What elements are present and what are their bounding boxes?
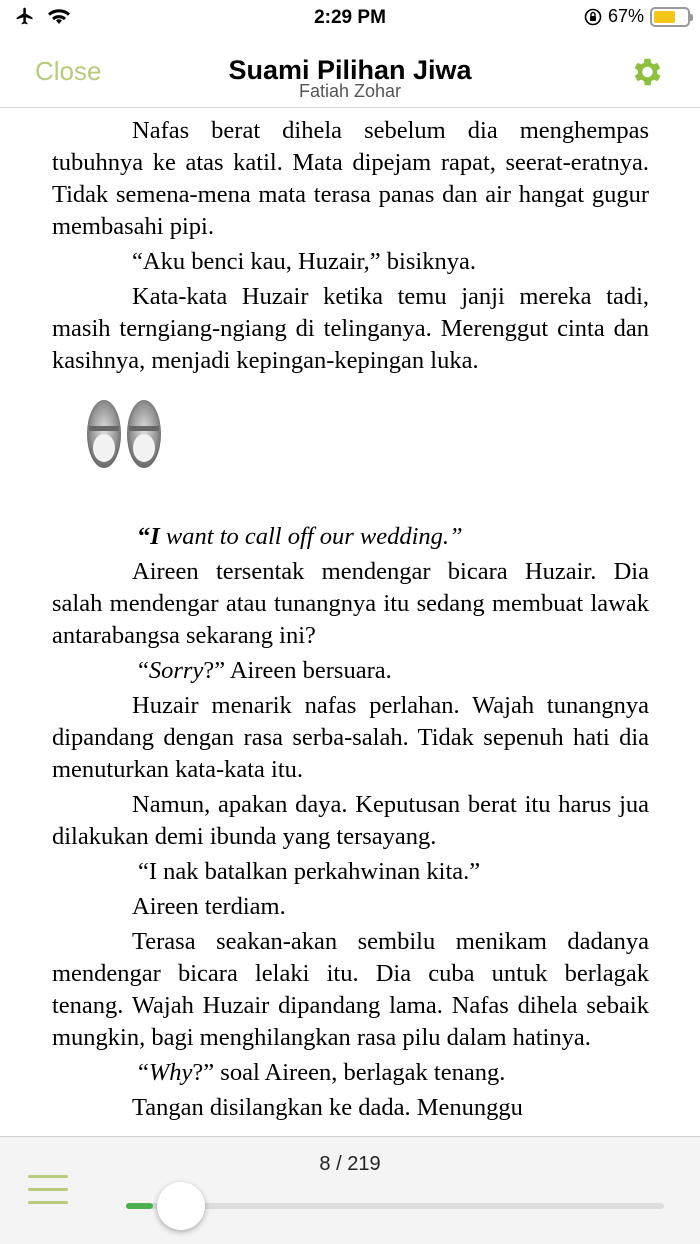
paragraph: “Sorry?” Aireen bersuara. xyxy=(138,657,392,684)
paragraph: Huzair menarik nafas perlahan. Wajah tunangnya dipandang dengan rasa serba-salah. Tidak sepenuh hati dia menuturkan kata-kata itu. xyxy=(52,692,649,783)
page-indicator: 8 / 219 xyxy=(319,1153,381,1175)
paragraph: Tangan disilangkan ke dada. Menunggu xyxy=(132,1094,523,1121)
slider-thumb[interactable] xyxy=(157,1182,205,1230)
battery-percent: 67% xyxy=(607,6,644,26)
book-title: Suami Pilihan Jiwa xyxy=(228,55,472,85)
baby-shoes-illustration xyxy=(82,390,172,482)
paragraph: “I want to call off our wedding.” xyxy=(138,523,463,550)
paragraph: Kata-kata Huzair ketika temu janji mereka tadi, masih terngiang-ngiang di telinganya. Merenggut cinta dan kasihnya, menjadi kepingan-kepingan luka. xyxy=(52,283,649,374)
reader-content[interactable] xyxy=(52,115,649,1135)
page-slider[interactable] xyxy=(126,1203,664,1209)
bottom-toolbar xyxy=(0,1136,700,1244)
paragraph: “Why?” soal Aireen, berlagak tenang. xyxy=(138,1059,506,1086)
paragraph: Aireen terdiam. xyxy=(132,893,286,920)
paragraph: Aireen tersentak mendengar bicara Huzair. Dia salah mendengar atau tunangnya itu sedang membuat lawak antarabangsa sekarang ini? xyxy=(52,558,649,649)
menu-icon[interactable] xyxy=(28,1175,68,1207)
gear-icon[interactable] xyxy=(628,54,664,90)
paragraph: Nafas berat dihela sebelum dia menghempas tubuhnya ke atas katil. Mata dipejam rapat, seerat-eratnya. Tidak semena-mena mata terasa panas dan air hangat gugur membasahi pipi. xyxy=(52,117,649,240)
status-bar xyxy=(0,0,700,36)
slider-progress xyxy=(126,1203,153,1209)
book-author: Fatiah Zohar xyxy=(298,81,402,101)
status-right xyxy=(584,6,690,27)
battery-icon xyxy=(650,7,690,27)
close-button[interactable]: Close xyxy=(35,56,102,86)
paragraph: “I nak batalkan perkahwinan kita.” xyxy=(138,858,481,885)
paragraph: “Aku benci kau, Huzair,” bisiknya. xyxy=(132,248,476,275)
nav-bar xyxy=(0,36,700,108)
paragraph: Namun, apakan daya. Keputusan berat itu harus jua dilakukan demi ibunda yang tersayang. xyxy=(52,791,649,850)
orientation-lock-icon xyxy=(584,8,602,26)
status-time: 2:29 PM xyxy=(314,7,386,28)
paragraph: Terasa seakan-akan sembilu menikam dadanya mendengar bicara lelaki itu. Dia cuba untuk berlagak tenang. Wajah Huzair dipandang lama. Nafas dihela sebaik mungkin, bagi menghilangkan rasa pilu dalam hatinya. xyxy=(52,928,649,1051)
